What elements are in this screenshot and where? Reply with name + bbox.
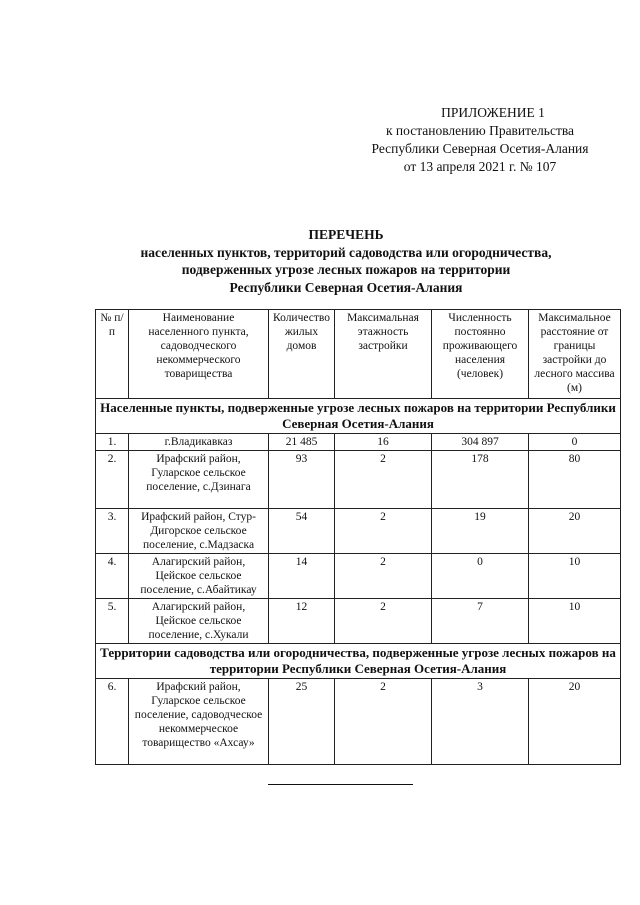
document-subtitle-line: Республики Северная Осетия-Алания [229,279,463,295]
max-floors: 2 [335,451,432,509]
row-number: 5. [96,599,129,644]
document-subtitle-line: подверженных угрозе лесных пожаров на территории [181,262,511,277]
header-population: Численность постоянно проживающего населения (человек) [432,310,529,399]
appendix-org: Республики Северная Осетия-Алания [371,141,589,156]
appendix-block [340,104,620,176]
settlement-name: Алагирский район, Цейское сельское поселение, с.Абайтикау [129,554,269,599]
row-number: 1. [96,434,129,451]
settlement-name: г.Владикавказ [129,434,269,451]
row-number: 6. [96,679,129,765]
section-title: Населенные пункты, подверженные угрозе лесных пожаров на территории Республики Северная Осетия-Алания [96,399,621,434]
section-header-row [96,644,621,679]
header-number: № п/п [96,310,129,399]
settlement-name: Ирафский район, Гуларское сельское поселение, с.Дзинага [129,451,269,509]
distance: 20 [529,509,621,554]
row-number: 3. [96,509,129,554]
population: 178 [432,451,529,509]
header-name: Наименование населенного пункта, садоводческого некоммерческого товарищества [129,310,269,399]
distance: 10 [529,599,621,644]
population: 0 [432,554,529,599]
max-floors: 2 [335,554,432,599]
settlements-table [95,309,621,765]
table-header-row [96,310,621,399]
header-houses: Количество жилых домов [269,310,335,399]
distance: 20 [529,679,621,765]
header-floors: Максимальная этажность застройки [335,310,432,399]
settlement-name: Алагирский район, Цейское сельское поселение, с.Хукали [129,599,269,644]
table-row [96,599,621,644]
houses-count: 14 [269,554,335,599]
table-row [96,434,621,451]
section-title: Территории садоводства или огородничества, подверженные угрозе лесных пожаров на территории Республики Северная Осетия-Алания [96,644,621,679]
settlement-name: Ирафский район, Гуларское сельское поселение, садоводческое некоммерческое товарищество «Ахсау» [129,679,269,765]
appendix-date: от 13 апреля 2021 г. № 107 [403,159,557,174]
population: 7 [432,599,529,644]
header-distance: Максимальное расстояние от границы застройки до лесного массива (м) [529,310,621,399]
settlement-name: Ирафский район, Стур-Дигорское сельское поселение, с.Мадзаска [129,509,269,554]
population: 19 [432,509,529,554]
houses-count: 12 [269,599,335,644]
max-floors: 2 [335,599,432,644]
table-row [96,509,621,554]
max-floors: 2 [335,509,432,554]
houses-count: 25 [269,679,335,765]
section-header-row [96,399,621,434]
population: 304 897 [432,434,529,451]
row-number: 2. [96,451,129,509]
document-title: ПЕРЕЧЕНЬ [308,227,384,242]
houses-count: 54 [269,509,335,554]
houses-count: 21 485 [269,434,335,451]
max-floors: 16 [335,434,432,451]
distance: 10 [529,554,621,599]
max-floors: 2 [335,679,432,765]
table-row [96,679,621,765]
row-number: 4. [96,554,129,599]
distance: 0 [529,434,621,451]
table-row [96,554,621,599]
document-subtitle-line: населенных пунктов, территорий садоводства или огородничества, [140,244,552,260]
distance: 80 [529,451,621,509]
document-heading [96,226,596,296]
population: 3 [432,679,529,765]
table-row [96,451,621,509]
appendix-ref: к постановлению Правительства [385,123,575,138]
appendix-title: ПРИЛОЖЕНИЕ 1 [441,105,545,120]
footer-divider [268,784,413,785]
houses-count: 93 [269,451,335,509]
